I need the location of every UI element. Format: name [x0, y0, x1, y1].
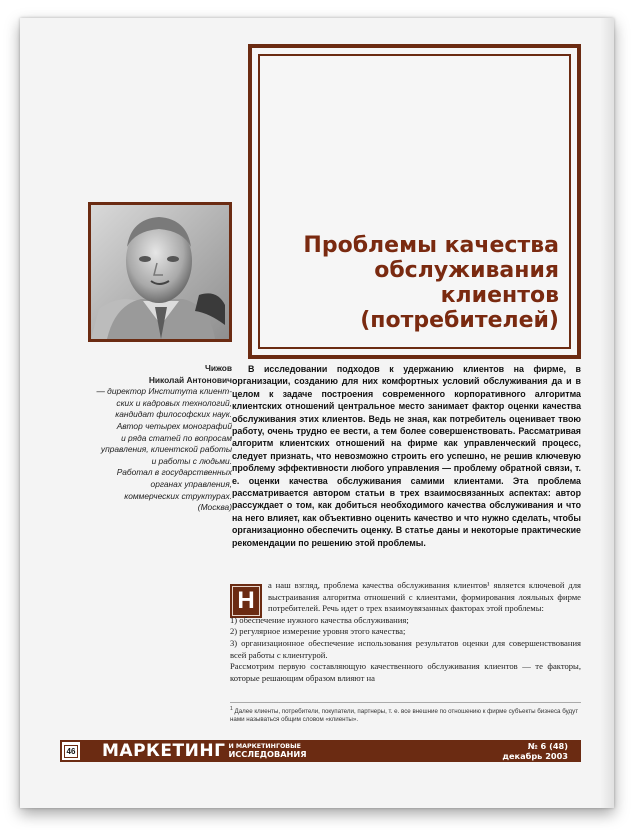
- footnote-text: Далее клиенты, потребители, покупатели, партнеры, т. е. все внешние по отношению к фирме субъекты бизнеса будут нами называться общим словом «клиенты».: [230, 708, 579, 723]
- author-desc-line: и ряда статей по вопросам: [121, 432, 232, 443]
- brand-sub: [228, 743, 306, 759]
- list-item: 2) регулярное измерение уровня этого качества;: [230, 626, 406, 637]
- title-line: обслуживания: [374, 258, 559, 283]
- page-number: 46: [64, 745, 79, 758]
- lead-paragraph: В исследовании подходов к удержанию клиентов на фирме, в организации, созданию для них комфортных условий обслуживания да и в целом к задаче построения современного корпоративного алгоритма клиентских отношений центральное место занимает фактор оценки качества обслуживания этих клиентов. Ведь не зная, как потребитель оценивает твою работу, очень трудно ее вести, а тем более совершенствовать. Рассматривая алгоритм клиентских отношений на фирме как управленческий процесс, следует признать, что невозможно строить его успешно, не решив ключевую проблему эффективности любого управления — проблему обратной связи, т. е. оценки качества обслуживания самими клиентами. Эта проблема рассматривается автором статьи в трех взаимосвязанных аспектах: автор рассуждает о том, как добиться необходимого качества обслуживания и что на него влияет, как объективно оценить качество и что нужно сделать, чтобы организационно обеспечить оценку. В статье даны и некоторые практические рекомендации по решению этой проблемы.: [232, 364, 581, 548]
- author-desc-line: коммерческих структурах.: [124, 490, 232, 501]
- title-line: Проблемы качества: [303, 233, 559, 258]
- list-item: 3) организационное обеспечение использования результатов оценки для совершенствования всей работы с клиентурой.: [230, 637, 581, 660]
- issue-info: [502, 740, 568, 762]
- author-desc-line: и работы с людьми.: [151, 455, 232, 466]
- title-line: (потребителей): [360, 308, 559, 333]
- footnote-mark: 1: [230, 706, 233, 712]
- author-info: [80, 363, 232, 514]
- author-desc-line: — директор Института клиент-: [96, 386, 232, 397]
- body-paragraph: а наш взгляд, проблема качества обслуживания клиентов¹ является ключевой для выстраивания алгоритма отношений с клиентами, формирования лояльных фирме потребителей. Речь идет о трех взаимоувязанных факторах этой проблемы:: [268, 580, 581, 614]
- brand-sub-line: И МАРКЕТИНГОВЫЕ: [228, 743, 301, 750]
- list-item: 1) обеспечение нужного качества обслуживания;: [230, 614, 409, 625]
- author-desc-line: ских и кадровых технологий,: [116, 397, 232, 408]
- title-line: клиентов: [440, 283, 559, 308]
- author-desc-line: кандидат философских наук.: [115, 409, 232, 420]
- magazine-brand: [102, 740, 307, 762]
- author-desc-line: Автор четырех монографий: [116, 420, 232, 431]
- author-desc-line: органах управления,: [150, 478, 232, 489]
- author-photo: [88, 202, 232, 342]
- body-paragraph: Рассмотрим первую составляющую качественного обслуживания клиентов — те факторы, которые решающим образом влияют на: [230, 661, 581, 683]
- article-body: [230, 580, 581, 684]
- title-frame: [248, 44, 581, 359]
- author-desc-line: (Москва): [197, 502, 232, 513]
- brand-sub-line: ИССЛЕДОВАНИЯ: [228, 749, 307, 759]
- author-description: [80, 386, 232, 514]
- author-desc-line: Работал в государственных: [116, 467, 232, 478]
- issue-date: декабрь 2003: [502, 751, 568, 761]
- author-name: Николай Антонович: [148, 374, 232, 385]
- magazine-page: [20, 18, 614, 808]
- issue-number: № 6 (48): [527, 741, 568, 751]
- footnote: [230, 702, 581, 723]
- page-number-box: [60, 740, 82, 762]
- brand-main: МАРКЕТИНГ: [102, 741, 226, 761]
- drop-cap-letter: Н: [232, 586, 260, 616]
- author-surname: Чижов: [204, 363, 232, 373]
- author-desc-line: управления, клиентской работы: [100, 444, 232, 455]
- article-title: [303, 233, 559, 333]
